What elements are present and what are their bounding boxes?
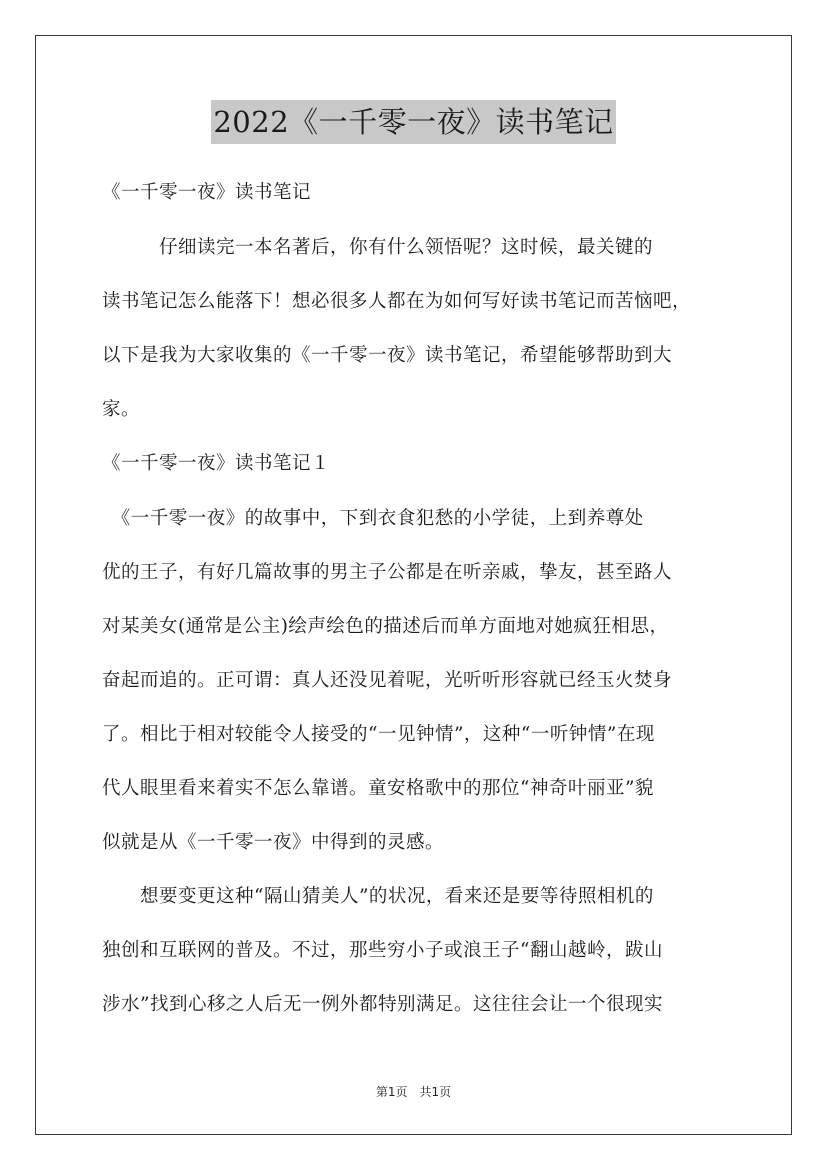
paragraph-line: 仔细读完一本名著后，你有什么领悟呢？这时候，最关键的	[102, 237, 654, 258]
paragraph-line: 想要变更这种“隔山猜美人”的状况，看来还是要等待照相机的	[102, 886, 654, 907]
paragraph-line: 涉水”找到心移之人后无一例外都特别满足。这往往会让一个很现实	[102, 994, 663, 1015]
document-title-wrapper	[0, 100, 827, 144]
paragraph-line: 读书笔记怎么能落下！想必很多人都在为如何写好读书笔记而苦恼吧，	[102, 291, 692, 312]
paragraph-line: 优的王子，有好几篇故事的男主子公都是在听亲戚，挚友，甚至路人	[102, 562, 673, 583]
paragraph-line: 以下是我为大家收集的《一千零一夜》读书笔记，希望能够帮助到大	[102, 345, 673, 366]
document-title: 2022《一千零一夜》读书笔记	[211, 100, 615, 144]
section-heading: 《一千零一夜》读书笔记	[102, 182, 312, 203]
page-footer	[0, 1083, 827, 1100]
paragraph-line: 似就是从《一千零一夜》中得到的灵感。	[102, 832, 445, 853]
page-number: 第1页 共1页	[375, 1085, 452, 1099]
paragraph-line: 奋起而追的。正可谓：真人还没见着呢，光听听形容就已经玉火焚身	[102, 670, 673, 691]
paragraph-line: 了。相比于相对较能令人接受的“一见钟情”，这种“一听钟情”在现	[102, 724, 655, 745]
paragraph-line: 独创和互联网的普及。不过，那些穷小子或浪王子“翻山越岭，跋山	[102, 940, 663, 961]
paragraph-line: 对某美女(通常是公主)绘声绘色的描述后而单方面地对她疯狂相思，	[102, 616, 669, 637]
paragraph-line: 代人眼里看来着实不怎么靠谱。童安格歌中的那位“神奇叶丽亚”貌	[102, 778, 654, 799]
section-heading: 《一千零一夜》读书笔记１	[102, 453, 331, 474]
paragraph-line: 家。	[102, 399, 141, 420]
paragraph-line: 《一千零一夜》的故事中，下到衣食犯愁的小学徒，上到养尊处	[102, 508, 644, 529]
